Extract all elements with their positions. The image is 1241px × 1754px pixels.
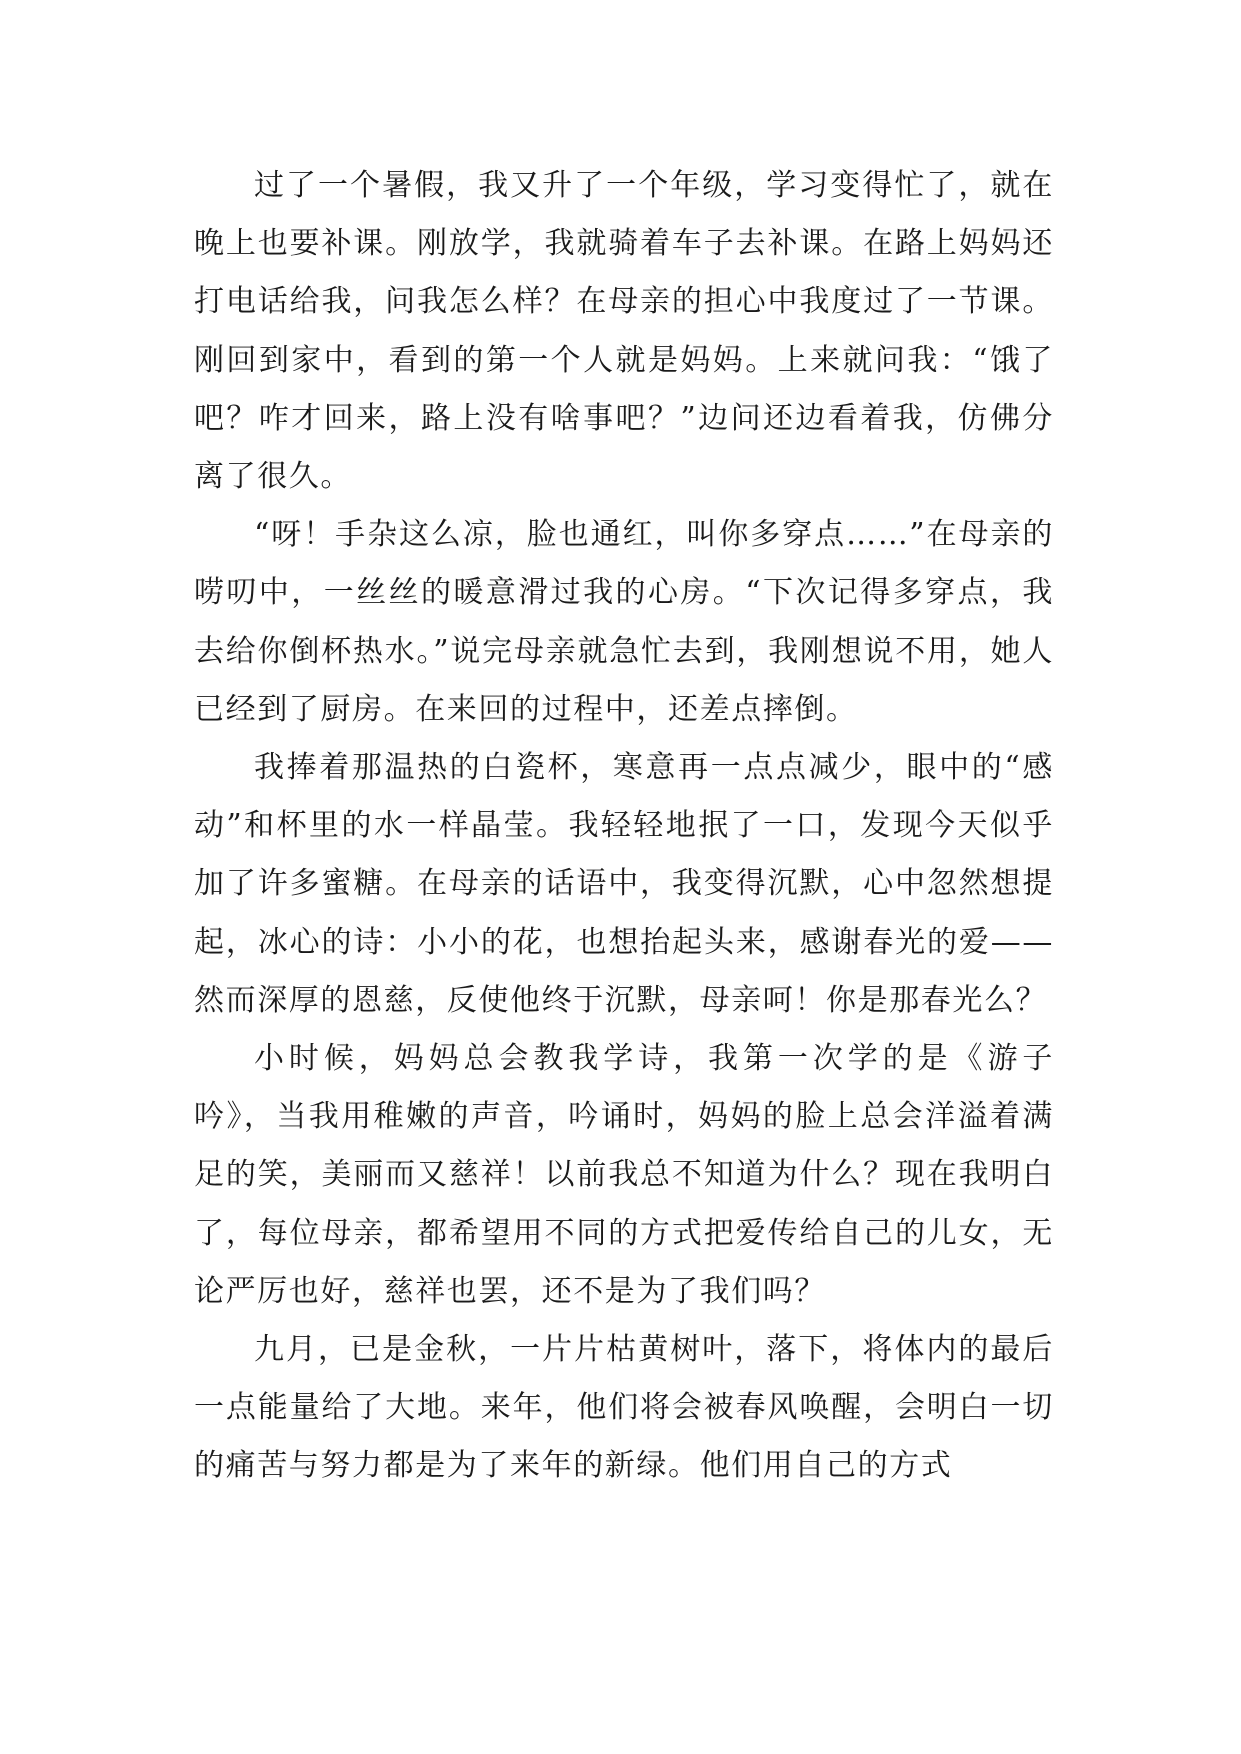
paragraph-4: 小时候，妈妈总会教我学诗，我第一次学的是《游子吟》，当我用稚嫩的声音，吟诵时，妈妈的脸上总会洋溢着满足的笑，美丽而又慈祥！以前我总不知道为什么？现在我明白了，每位母亲，都希望用不同的方式把爱传给自己的儿女，无论严厉也好，慈祥也罢，还不是为了我们吗？	[194, 1041, 1054, 1309]
paragraph-3: 我捧着那温热的白瓷杯，寒意再一点点减少，眼中的“感动”和杯里的水一样晶莹。我轻轻地抿了一口，发现今天似乎加了许多蜜糖。在母亲的话语中，我变得沉默，心中忽然想提起，冰心的诗：小小的花，也想抬起头来，感谢春光的爱——然而深厚的恩慈，反使他终于沉默，母亲呵！你是那春光么？	[194, 750, 1054, 1018]
essay-body	[194, 157, 1054, 1496]
paragraph-5: 九月，已是金秋，一片片枯黄树叶，落下，将体内的最后一点能量给了大地。来年，他们将会被春风唤醒，会明白一切的痛苦与努力都是为了来年的新绿。他们用自己的方式	[194, 1332, 1054, 1484]
paragraph-2: “呀！手杂这么凉，脸也通红，叫你多穿点……”在母亲的唠叨中，一丝丝的暖意滑过我的心房。“下次记得多穿点，我去给你倒杯热水。”说完母亲就急忙去到，我刚想说不用，她人已经到了厨房。在来回的过程中，还差点摔倒。	[194, 517, 1054, 727]
paragraph-1: 过了一个暑假，我又升了一个年级，学习变得忙了，就在晚上也要补课。刚放学，我就骑着车子去补课。在路上妈妈还打电话给我，问我怎么样？在母亲的担心中我度过了一节课。刚回到家中，看到的第一个人就是妈妈。上来就问我：“饿了吧？咋才回来，路上没有啥事吧？”边问还边看着我，仿佛分离了很久。	[194, 168, 1054, 495]
